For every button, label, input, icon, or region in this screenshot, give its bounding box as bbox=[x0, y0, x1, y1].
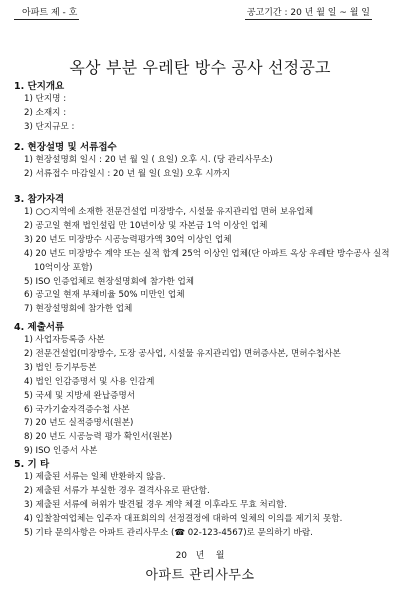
section-heading: 4. 제출서류 bbox=[14, 322, 65, 333]
list-item: 6) 국가기술자격증수첩 사본 bbox=[24, 404, 130, 415]
section-heading: 5. 기 타 bbox=[14, 459, 50, 470]
section-items bbox=[14, 93, 394, 135]
section-complex-overview bbox=[14, 81, 394, 135]
list-item: 6) 공고일 현재 부채비율 50% 미만인 업체 bbox=[24, 290, 185, 301]
list-item: 2) 서류접수 마감일시 : 20 년 월 일( 요일) 오후 시까지 bbox=[24, 168, 231, 179]
list-item: 1) ○○지역에 소재한 전문건설업 미장방수, 시설물 유지관리업 면허 보유업체 bbox=[24, 207, 314, 217]
list-item: 3) 법인 등기부등본 bbox=[24, 362, 97, 373]
notice-number: 아파트 제 - 호 bbox=[14, 5, 79, 20]
footer-date: 20 년 월 bbox=[175, 551, 225, 561]
list-item: 2) 전문건설업(미장방수, 도장 공사업, 시설물 유지관리업) 면허증사본, 면허수첩사본 bbox=[24, 348, 341, 359]
list-item: 2) 공고일 현재 법인설립 만 10년이상 및 자본금 1억 이상인 업체 bbox=[24, 220, 268, 231]
footer-organization: 아파트 관리사무소 bbox=[145, 568, 255, 583]
list-item: 4) 20 년도 미장방수 계약 또는 실적 합계 25억 이상인 업체(단 아파트 옥상 우레탄 방수공사 실적 10억이상 포함) bbox=[24, 248, 390, 273]
section-items bbox=[14, 471, 394, 541]
section-required-documents bbox=[14, 322, 394, 459]
list-item: 8) 20 년도 시공능력 평가 확인서(원본) bbox=[24, 432, 173, 443]
section-miscellaneous bbox=[14, 459, 394, 541]
list-item: 3) 단지규모 : bbox=[24, 121, 75, 132]
list-item: 1) 사업자등록증 사본 bbox=[24, 335, 105, 345]
list-item: 9) ISO 인증서 사본 bbox=[24, 446, 98, 457]
section-heading: 3. 참가자격 bbox=[14, 194, 65, 205]
section-items bbox=[14, 154, 394, 182]
list-item: 4) 법인 인감증명서 및 사용 인감계 bbox=[24, 376, 155, 387]
section-items bbox=[14, 206, 394, 317]
posting-period: 공고기간 : 20 년 월 일 ~ 월 일 bbox=[245, 5, 372, 20]
list-item: 3) 제출된 서류에 허위가 발견될 경우 계약 체결 이후라도 무효 처리함. bbox=[24, 499, 288, 510]
list-item: 1) 제출된 서류는 일체 반환하지 않음. bbox=[24, 472, 166, 482]
list-item: 7) 현장설명회에 참가한 업체 bbox=[24, 304, 133, 315]
list-item: 2) 제출된 서류가 부실한 경우 결격사유로 판단함. bbox=[24, 485, 210, 496]
list-item: 2) 소재지 : bbox=[24, 107, 67, 118]
list-item: 4) 입찰참여업체는 입주자 대표회의의 선정결정에 대하여 일체의 이의를 제기치 못함. bbox=[24, 513, 343, 524]
section-site-briefing bbox=[14, 142, 394, 182]
section-heading: 1. 단지개요 bbox=[14, 81, 65, 92]
list-item: 5) 국세 및 지방세 완납증명서 bbox=[24, 390, 136, 401]
list-item: 3) 20 년도 미장방수 시공능력평가액 30억 이상인 업체 bbox=[24, 234, 232, 245]
list-item: 1) 현장설명회 일시 : 20 년 월 일 ( 요일) 오후 시. (당 관리사무소) bbox=[24, 155, 273, 165]
list-item: 7) 20 년도 실적증명서(원본) bbox=[24, 418, 134, 429]
header-bar bbox=[0, 0, 400, 22]
list-item: 1) 단지명 : bbox=[24, 94, 67, 104]
list-item: 5) ISO 인증업체로 현장설명회에 참가한 업체 bbox=[24, 276, 195, 287]
section-qualifications bbox=[14, 194, 394, 317]
section-items bbox=[14, 334, 394, 459]
document-title: 옥상 부분 우레탄 방수 공사 선정공고 bbox=[69, 58, 331, 77]
list-item: 5) 기타 문의사항은 아파트 관리사무소 (☎ 02-123-4567)로 문의하기 바람. bbox=[24, 527, 313, 538]
section-heading: 2. 현장설명 및 서류접수 bbox=[14, 142, 117, 153]
